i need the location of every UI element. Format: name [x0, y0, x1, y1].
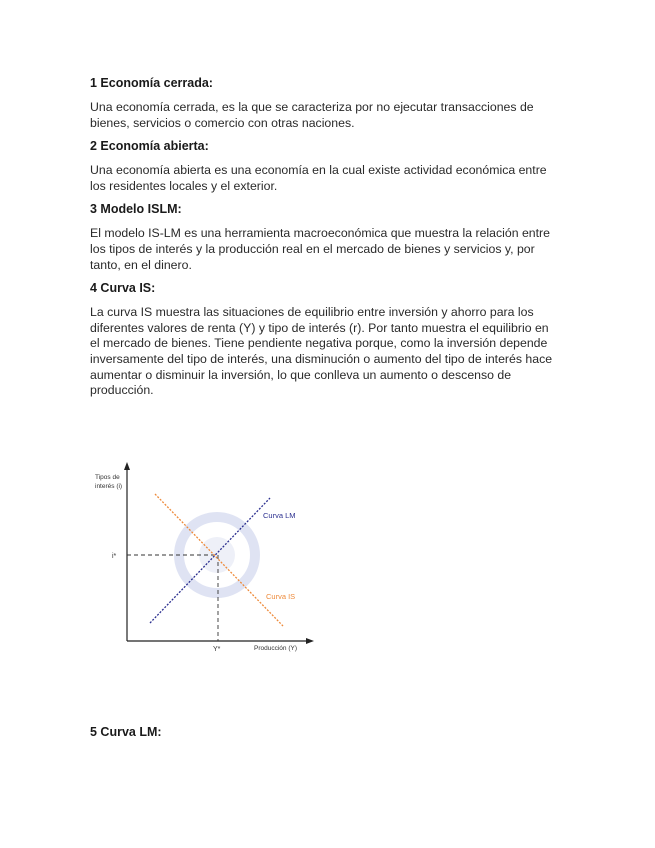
y-axis-label-line2: interés (i) [95, 483, 123, 490]
section-heading-closed-economy: 1 Economía cerrada: [90, 76, 213, 90]
section-heading-islm-model: 3 Modelo ISLM: [90, 202, 182, 217]
section-heading-open-economy: 2 Economía abierta: [90, 139, 209, 154]
section-text-islm-model: El modelo IS-LM es una herramienta macroeconómica que muestra la relación entre los tipos de interés y la producción real en el mercado de bienes y servicios y, por tanto, en el dinero. [90, 226, 550, 272]
is-lm-diagram [92, 458, 322, 658]
x-axis-arrow-icon [306, 638, 314, 644]
lm-curve-label: Curva LM [263, 511, 296, 520]
is-lm-diagram-svg [92, 458, 322, 658]
x-axis-label: Producción (Y) [254, 645, 297, 652]
i-star-label: i* [112, 553, 117, 560]
section-heading-lm-curve: 5 Curva LM: [90, 725, 162, 739]
section-text-closed-economy: Una economía cerrada, es la que se caracteriza por no ejecutar transacciones de bienes, servicios o comercio con otras naciones. [90, 100, 534, 130]
section-heading-is-curve: 4 Curva IS: [90, 281, 156, 296]
is-curve-label: Curva IS [266, 592, 296, 601]
section-text-is-curve: La curva IS muestra las situaciones de equilibrio entre inversión y ahorro para los diferentes valores de renta (Y) y tipo de interés (r). Por tanto muestra el equilibrio en el mercado de bienes. Tiene pendiente negativa porque, como la inversión depende inversamente del tipo de interés, una disminución o aumento del tipo de interés hace aumentar o disminuir la inversión, lo que conlleva un aumento o descenso de producción. [90, 305, 553, 398]
document-body [90, 76, 560, 407]
y-star-label: Y* [213, 646, 221, 653]
y-axis-arrow-icon [124, 462, 130, 470]
section-text-open-economy: Una economía abierta es una economía en la cual existe actividad económica entre los residentes locales y el exterior. [90, 163, 547, 193]
y-axis-label-line1: Tipos de [95, 474, 120, 481]
